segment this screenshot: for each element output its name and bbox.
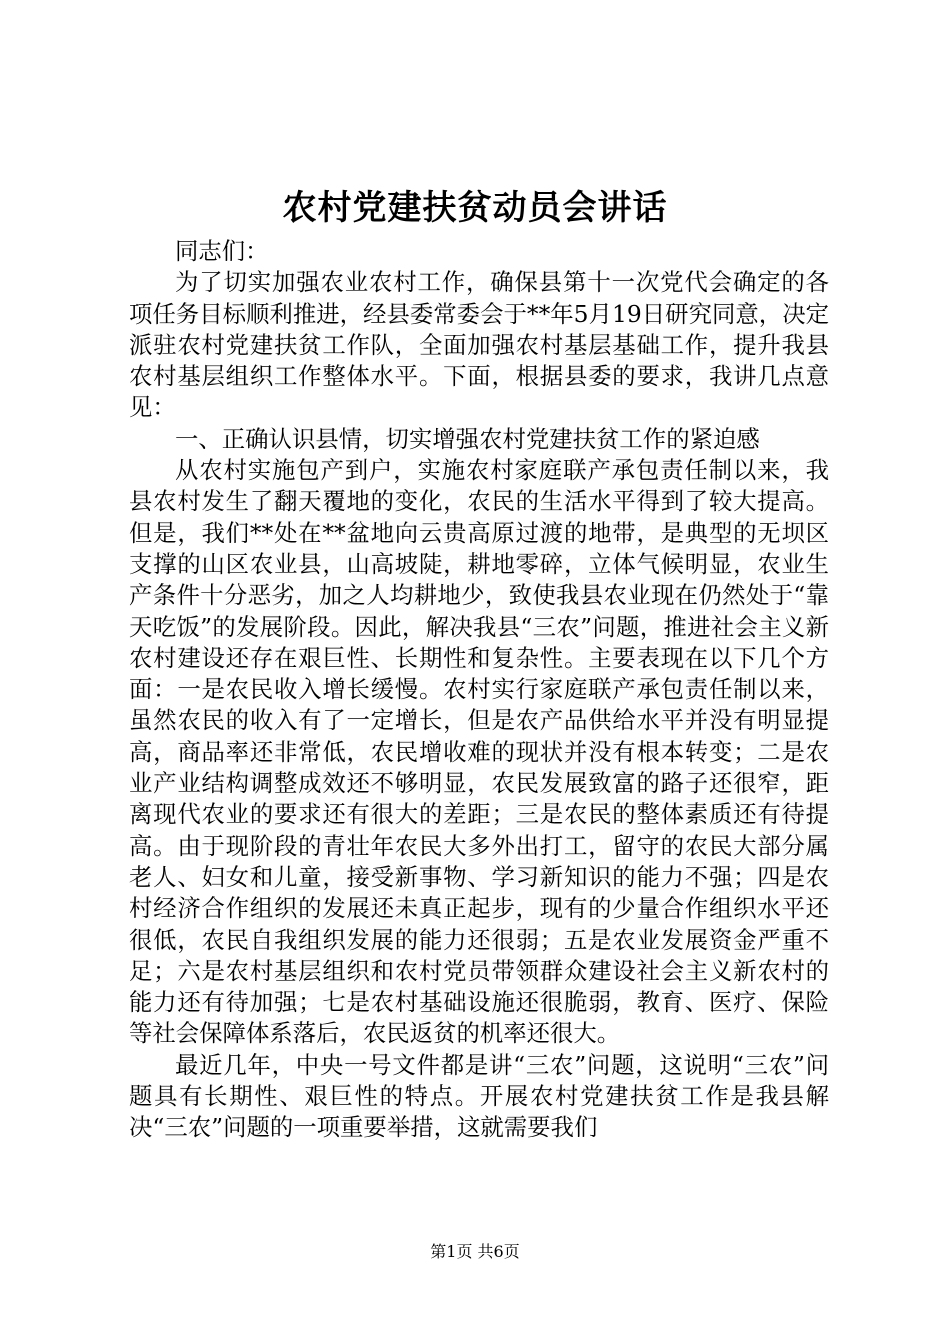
greeting-line: 同志们： <box>175 237 269 265</box>
paragraph-intro: 为了切实加强农业农村工作，确保县第十一次党代会确定的各项任务目标顺利推进，经县委常委会于**年5月19日研究同意，决定派驻农村党建扶贫工作队，全面加强农村基层基础工作，提升我县农村基层组织工作整体水平。下面，根据县委的要求，我讲几点意见： <box>129 268 829 422</box>
document-title: 农村党建扶贫动员会讲话 <box>282 188 668 228</box>
paragraph-county-situation: 从农村实施包产到户，实施农村家庭联产承包责任制以来，我县农村发生了翻天覆地的变化，农民的生活水平得到了较大提高。但是，我们**处在**盆地向云贵高原过渡的地带，是典型的无坝区支撑的山区农业县，山高坡陡，耕地零碎，立体气候明显，农业生产条件十分恶劣，加之人均耕地少，致使我县农业现在仍然处于“靠天吃饭”的发展阶段。因此，解决我县“三农”问题，推进社会主义新农村建设还存在艰巨性、长期性和复杂性。主要表现在以下几个方面：一是农民收入增长缓慢。农村实行家庭联产承包责任制以来，虽然农民的收入有了一定增长，但是农产品供给水平并没有明显提高，商品率还非常低，农民增收难的现状并没有根本转变；二是农业产业结构调整成效还不够明显，农民发展致富的路子还很窄，距离现代农业的要求还有很大的差距；三是农民的整体素质还有待提高。由于现阶段的青壮年农民大多外出打工，留守的农民大部分属老人、妇女和儿童，接受新事物、学习新知识的能力不强；四是农村经济合作组织的发展还未真正起步，现有的少量合作组织水平还很低，农民自我组织发展的能力还很弱；五是农业发展资金严重不足；六是农村基层组织和农村党员带领群众建设社会主义新农村的能力还有待加强；七是农村基础设施还很脆弱，教育、医疗、保险等社会保障体系落后，农民返贫的机率还很大。 <box>129 456 829 1048</box>
document-body <box>129 236 829 1144</box>
section-heading-1: 一、正确认识县情，切实增强农村党建扶贫工作的紧迫感 <box>175 424 760 453</box>
paragraph-central-documents: 最近几年，中央一号文件都是讲“三农”问题，这说明“三农”问题具有长期性、艰巨性的特点。开展农村党建扶贫工作是我县解决“三农”问题的一项重要举措，这就需要我们 <box>129 1050 829 1142</box>
page-footer: 第1页 共6页 <box>430 1242 520 1261</box>
